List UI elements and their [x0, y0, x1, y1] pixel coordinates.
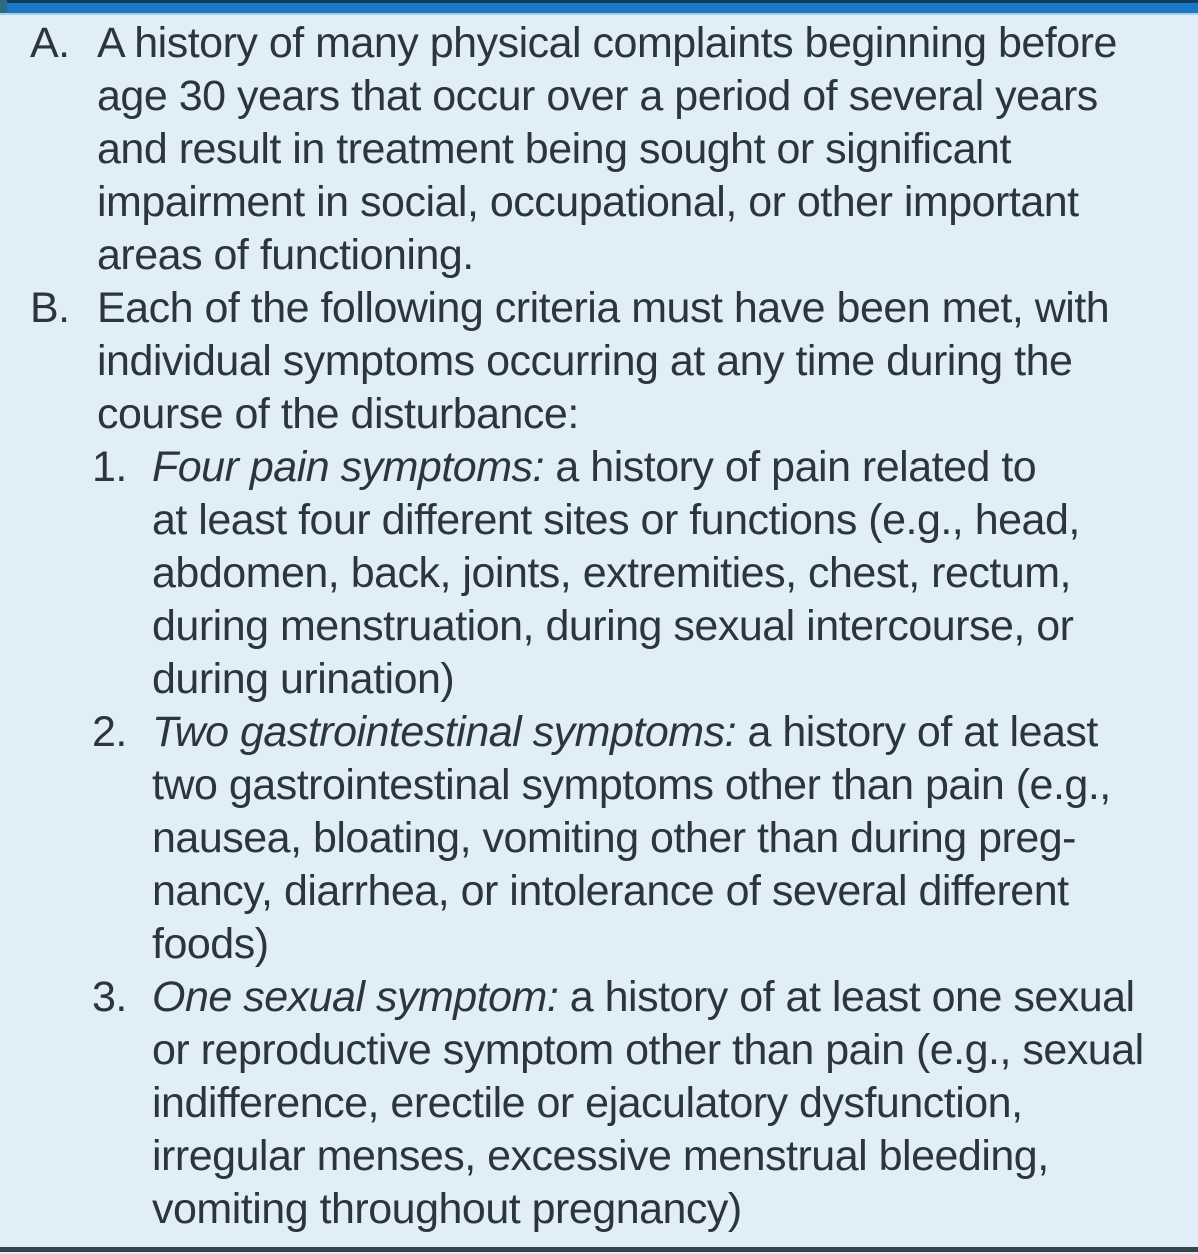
criterion-marker: 1. — [92, 443, 127, 491]
text-line — [152, 971, 1180, 1024]
text-segment: during urination) — [152, 655, 455, 703]
text-line — [152, 1024, 1180, 1077]
text-segment: irregular menses, excessive menstrual bleeding, — [152, 1132, 1049, 1180]
text-segment: vomiting throughout pregnancy) — [152, 1185, 742, 1233]
text-segment: nancy, diarrhea, or intolerance of several different — [152, 867, 1069, 915]
criterion-text — [152, 706, 1180, 971]
text-line — [97, 17, 1180, 70]
symptom-category-label: One sexual symptom: — [152, 973, 559, 1021]
text-segment: nausea, bloating, vomiting other than during preg- — [152, 814, 1077, 862]
text-line — [152, 1077, 1180, 1130]
criterion-marker: A. — [30, 19, 70, 67]
criterion-marker: 3. — [92, 973, 127, 1021]
text-segment: two gastrointestinal symptoms other than pain (e.g., — [152, 761, 1111, 809]
text-line — [152, 759, 1180, 812]
text-line — [152, 918, 1180, 971]
text-line — [152, 441, 1180, 494]
text-segment: A history of many physical complaints beginning before — [97, 19, 1117, 67]
criterion-text — [97, 282, 1180, 441]
text-line — [152, 547, 1180, 600]
text-line — [152, 865, 1180, 918]
text-segment: areas of functioning. — [97, 231, 474, 279]
criterion-item — [30, 282, 1180, 441]
text-segment: indifference, erectile or ejaculatory dysfunction, — [152, 1079, 1023, 1127]
top-border-bar — [0, 0, 1198, 15]
text-segment: abdomen, back, joints, extremities, chest, rectum, — [152, 549, 1072, 597]
criterion-text — [152, 971, 1180, 1236]
text-segment: and result in treatment being sought or significant — [97, 125, 1011, 173]
text-line — [152, 494, 1180, 547]
symptom-category-label: Two gastrointestinal symptoms: — [152, 708, 737, 756]
criterion-item — [30, 441, 1180, 706]
bottom-border-rule — [0, 1247, 1198, 1252]
text-segment: foods) — [152, 920, 269, 968]
text-line — [152, 812, 1180, 865]
text-line — [97, 282, 1180, 335]
criteria-list — [30, 17, 1180, 1236]
criterion-text — [97, 17, 1180, 282]
symptom-category-label: Four pain symptoms: — [152, 443, 544, 491]
text-segment: or reproductive symptom other than pain (e.g., sexual — [152, 1026, 1144, 1074]
text-segment: a history of at least — [736, 708, 1098, 756]
criterion-text — [152, 441, 1180, 706]
criterion-item — [30, 17, 1180, 282]
text-line — [152, 1183, 1180, 1236]
scan-artifact — [0, 0, 7, 13]
text-line — [152, 1130, 1180, 1183]
text-line — [97, 123, 1180, 176]
text-segment: Each of the following criteria must have been met, with — [97, 284, 1110, 332]
text-line — [97, 388, 1180, 441]
text-segment: a history of pain related to — [543, 443, 1037, 491]
text-segment: individual symptoms occurring at any time during the — [97, 337, 1073, 385]
text-line — [152, 600, 1180, 653]
text-segment: at least four different sites or functions (e.g., head, — [152, 496, 1080, 544]
text-segment: a history of at least one sexual — [558, 973, 1135, 1021]
text-line — [97, 335, 1180, 388]
text-line — [97, 229, 1180, 282]
text-segment: impairment in social, occupational, or other important — [97, 178, 1079, 226]
text-segment: age 30 years that occur over a period of several years — [97, 72, 1098, 120]
criterion-marker: 2. — [92, 708, 127, 756]
text-line — [97, 176, 1180, 229]
text-line — [97, 70, 1180, 123]
criterion-marker: B. — [30, 284, 70, 332]
criterion-item — [30, 706, 1180, 971]
text-line — [152, 653, 1180, 706]
text-segment: course of the disturbance: — [97, 390, 579, 438]
text-segment: during menstruation, during sexual intercourse, or — [152, 602, 1074, 650]
criterion-item — [30, 971, 1180, 1236]
text-line — [152, 706, 1180, 759]
